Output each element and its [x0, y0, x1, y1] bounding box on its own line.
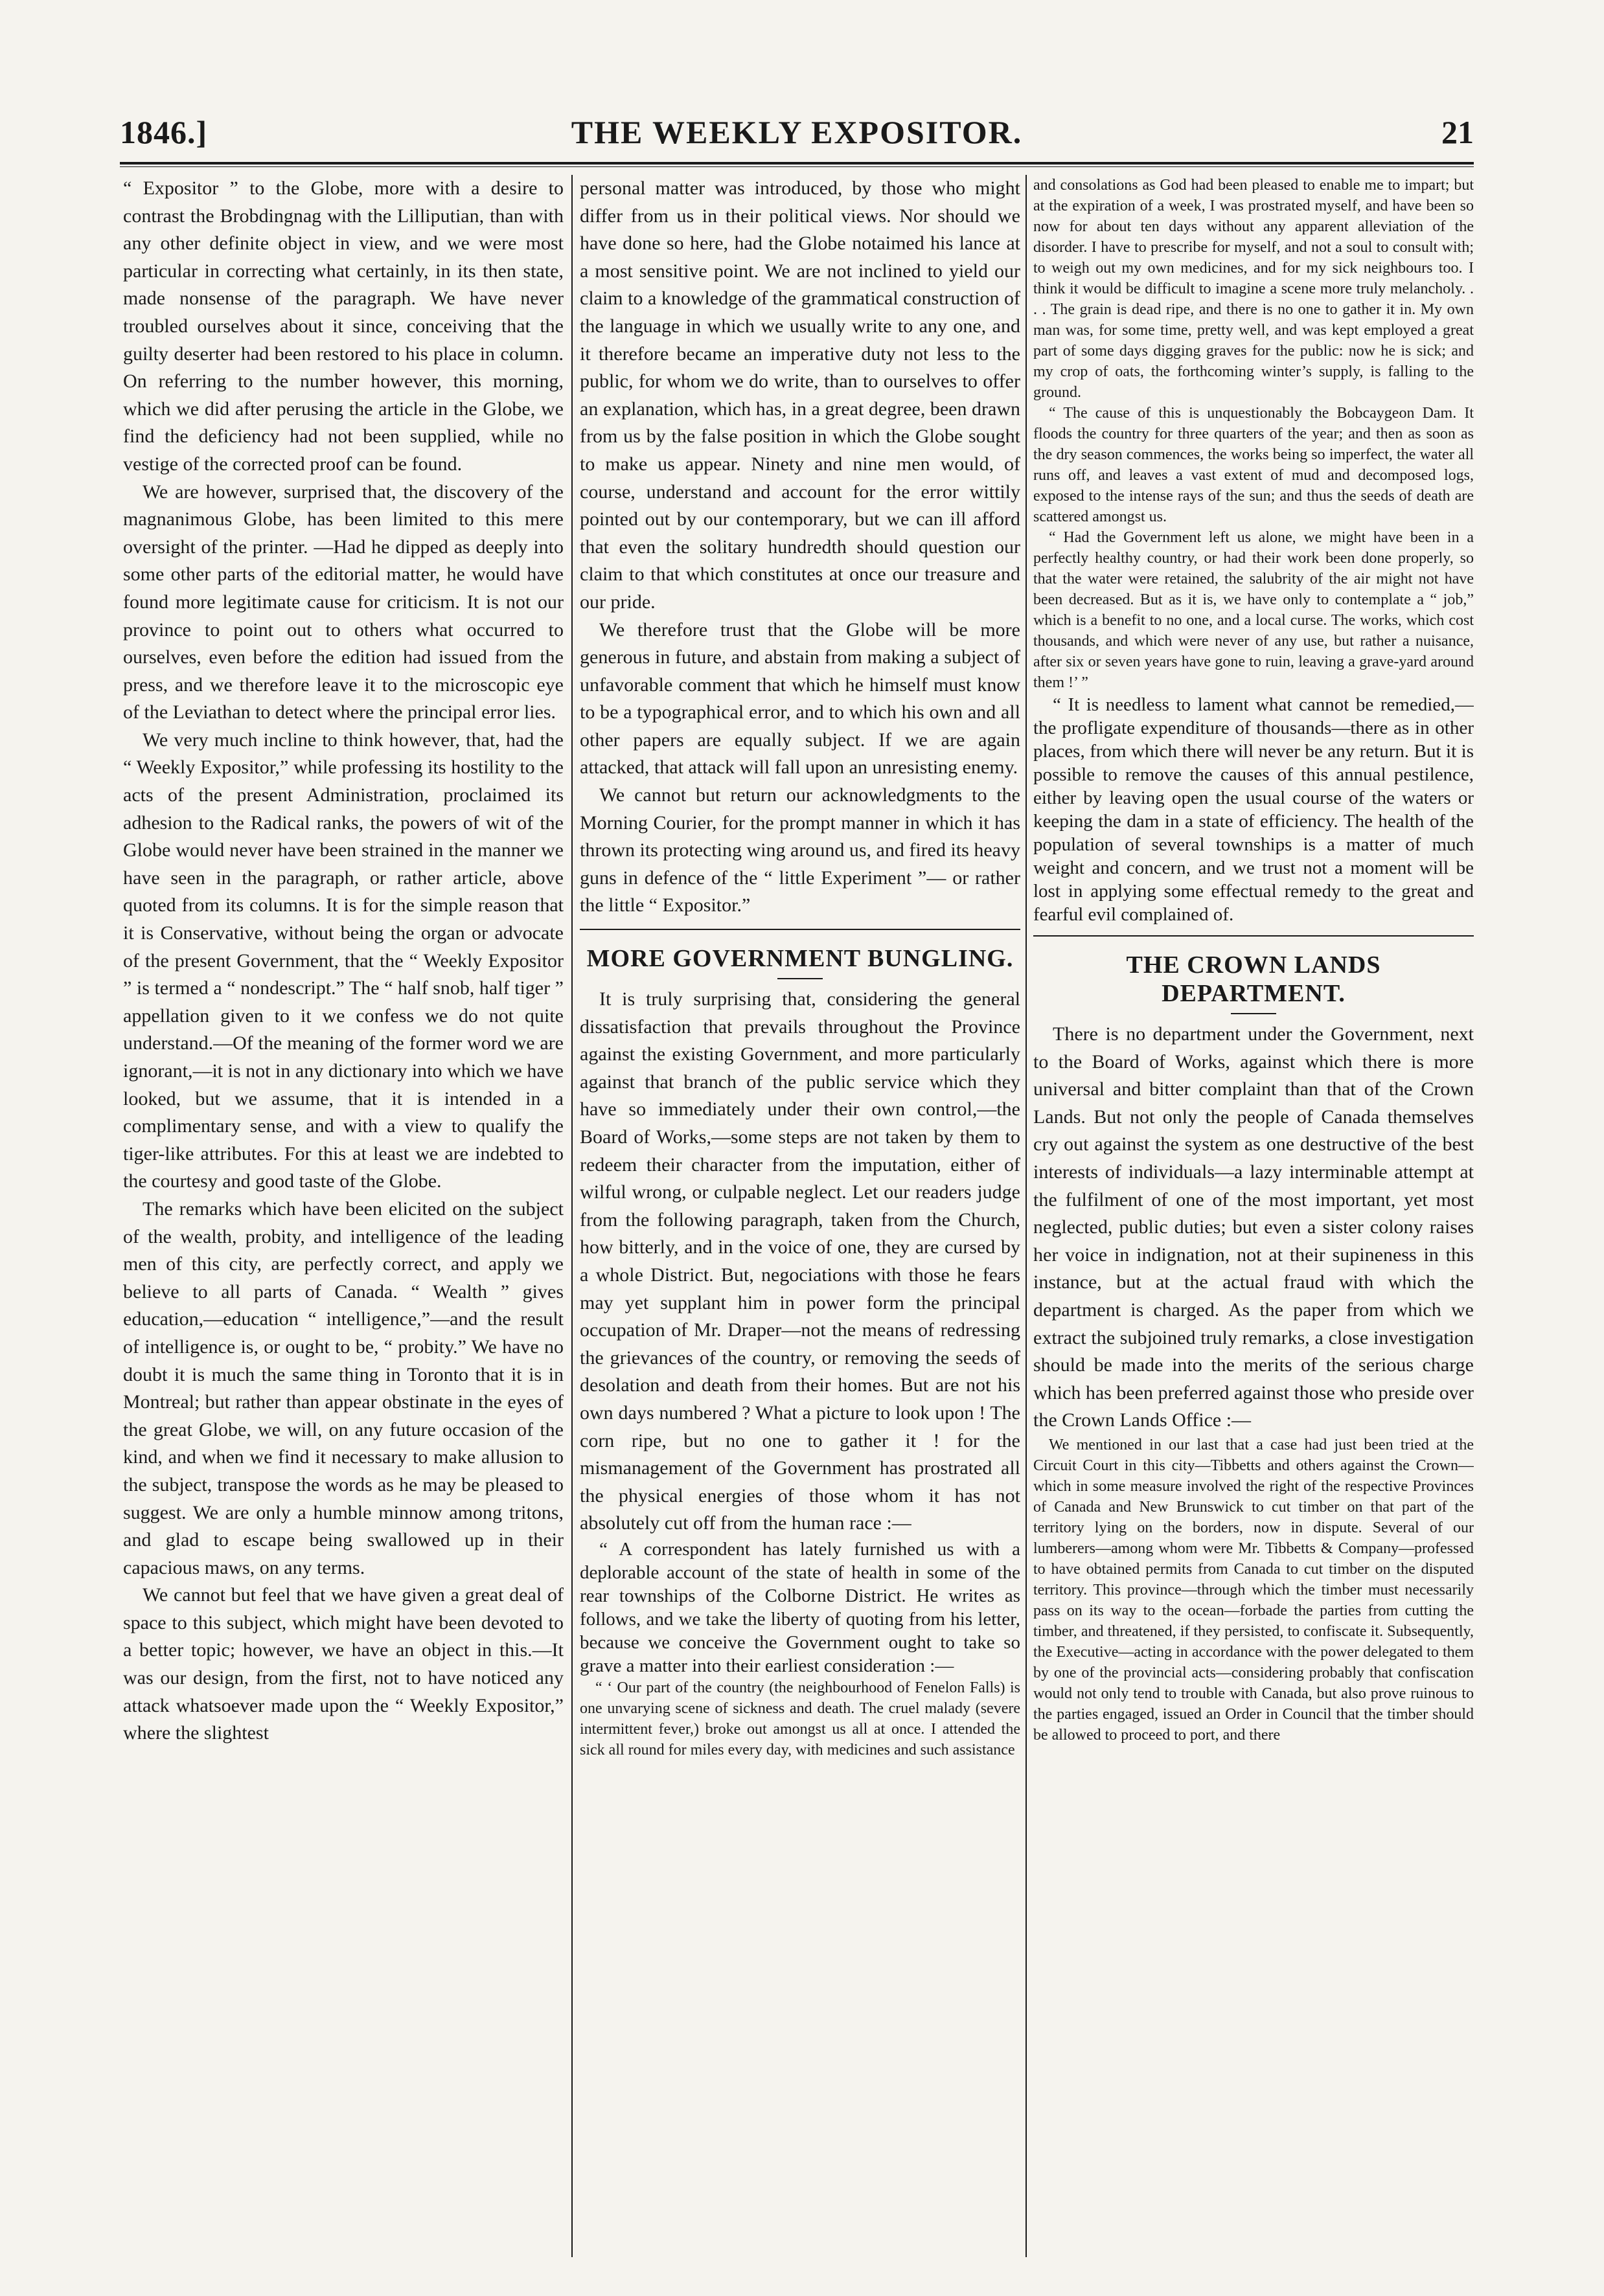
section-rule	[1033, 935, 1474, 937]
issue-year: 1846.]	[120, 114, 208, 150]
quoted-paragraph: “ It is needless to lament what cannot be remedied,—the profligate expenditure of thousands—there as in other places, from which there will never be any return. But it is possible to remove the causes of this annual pestilence, either by leaving open the usual course of the waters or keeping the dam in a state of efficiency. The health of the population of several townships is a matter of much weight and concern, and we trust not a moment will be lost in applying some effectual remedy to the great and fearful evil complained of.	[1033, 694, 1474, 925]
quoted-paragraph: “ A correspondent has lately furnished us with a deplorable account of the state of health in some of the rear townships of the Colborne District. He writes as follows, and we take the liberty of quoting from his letter, because we conceive the Government ought to take so grave a matter into their earliest consideration :—	[580, 1538, 1020, 1676]
small-print-paragraph: “ ‘ Our part of the country (the neighbourhood of Fenelon Falls) is one unvarying scene of sickness and death. The cruel malady (severe intermittent fever,) broke out amongst us all at once. I attended the sick all round for miles every day, with medicines and such assistance	[580, 1679, 1020, 1758]
masthead	[120, 113, 1474, 152]
section-rule	[580, 929, 1020, 930]
column-divider	[1025, 175, 1027, 2257]
small-print-paragraph: We mentioned in our last that a case had just been tried at the Circuit Court in this city—Tibbetts and others against the Crown—which in some measure involved the right of the respective Provinces of Canada and New Brunswick to cut timber on that part of the territory lying on the borders, now in dispute. Several of our lumberers—among whom were Mr. Tibbetts & Company—professed to have obtained permits from Canada to cut timber on the disputed territory. This province—through which the timber must necessarily pass on its way to the ocean—forbade the parties from cutting the timber, and threatened, if they persisted, to confiscate it. Subsequently, the Executive—acting in accordance with the power delegated to them by one of the provincial acts—considering probably that confiscation would not only tend to trouble with Canada, but also prove ruinous to the parties engaged, issued an Order in Council that the timber should be allowed to proceed to port, and there	[1033, 1436, 1474, 1744]
small-print-paragraph: and consolations as God had been pleased to enable me to impart; but at the expiration of a week, I was prostrated myself, and have been so now for about ten days without any apparent alleviation of the disorder. I have to prescribe for myself, and not a soul to consult with; to weigh out my own medicines, and for my sick neighbours too. I think it would be difficult to imagine a scene more truly melancholy. . . . The grain is dead ripe, and there is no one to gather it in. My own man was, for some time, pretty well, and was kept employed a great part of some days digging graves for the public: now he is sick; and my crop of oats, the forthcoming winter’s supply, is falling to the ground.	[1033, 177, 1474, 401]
column-divider	[571, 175, 573, 2257]
page-number: 21	[1441, 114, 1474, 150]
section-heading: THE CROWN LANDS DEPARTMENT.	[1126, 951, 1381, 1007]
column-2	[580, 175, 1020, 2257]
article-paragraph: We cannot but return our acknowledgments to the Morning Courier, for the prompt manner in which it has thrown its protecting wing around us, and fired its heavy guns in defence of the “ little Experiment ”— or rather the little “ Expositor.”	[580, 784, 1020, 916]
column-1	[123, 175, 564, 2257]
section-header	[580, 929, 1020, 979]
article-paragraph: We very much incline to think however, that, had the “ Weekly Expositor,” while professing its hostility to the acts of the present Administration, proclaimed its adhesion to the Radical ranks, the powers of wit of the Globe would never have been strained in the manner we have seen in the paragraph, or rather article, above quoted from its columns. It is for the simple reason that it is Conservative, without being the organ or advocate of the present Government, that the “ Weekly Expositor ” is termed a “ nondescript.” The “ half snob, half tiger ” appellation given to it we confess we do not quite understand.—Of the meaning of the former word we are ignorant,—it is not in any dictionary into which we have looked, but we assume, that it is intended in a complimentary sense, and with a view to qualify the tiger-like attributes. For this at least we are indebted to the courtesy and good taste of the Globe.	[123, 729, 564, 1192]
article-paragraph: We cannot but feel that we have given a great deal of space to this subject, which might have been devoted to a better topic; however, we have an object in this.—It was our design, from the first, not to have noticed any attack whatsoever made upon the “ Weekly Expositor,” where the slightest	[123, 1584, 564, 1744]
article-paragraph: It is truly surprising that, considering the general dissatisfaction that prevails throughout the Province against the existing Government, and more particularly against that branch of the public service which they have so immediately under their own control,—the Board of Works,—some steps are not taken by them to redeem their character from the imputation, either of wilful wrong, or culpable neglect. Let our readers judge from the following paragraph, taken from the Church, how bitterly, and in the voice of one, they are cursed by a whole District. But, negociations with those he fears may yet supplant him in power form the principal occupation of Mr. Draper—not the means of redressing the grievances of the country, or removing the seeds of desolation and death from their homes. But are not his own days numbered ? What a picture to look upon ! The corn ripe, but no one to gather it ! for the mismanagement of the Government has prostrated all the physical energies of those whom it has not absolutely cut off from the human race :—	[580, 988, 1020, 1534]
article-paragraph: We therefore trust that the Globe will be more generous in future, and abstain from making a subject of unfavorable comment that which he himself must know to be a typographical error, and to which his own and all other papers are equally subject. If we are again attacked, that attack will fall upon an unresisting enemy.	[580, 619, 1020, 779]
article-paragraph: There is no department under the Government, next to the Board of Works, against which there is more universal and bitter complaint than that of the Crown Lands. But not only the people of Canada themselves cry out against the system as one destructive of the best interests of individuals—a lazy interminable attempt at the fulfilment of one of the most important, yet most neglected, public duties; but even a sister colony raises her voice in indignation, not at their supineness in this instance, but at the actual fraud with which the department is charged. As the paper from which we extract the subjoined truly remarks, a close investigation should be made into the merits of the serious charge which has been preferred against those who preside over the Crown Lands Office :—	[1033, 1023, 1474, 1431]
small-print-paragraph: “ Had the Government left us alone, we might have been in a perfectly healthy country, or had their work been done properly, so that the water were retained, the salubrity of the air might not have been decreased. But as it is, we have only to contemplate a “ job,” which is a benefit to no one, and a local curse. The works, which cost thousands, and which were never of any use, but rather a nuisance, after six or seven years have gone to ruin, leaving a grave-yard around them !’ ”	[1033, 529, 1474, 691]
newspaper-title: THE WEEKLY EXPOSITOR.	[571, 114, 1023, 150]
article-paragraph: personal matter was introduced, by those who might differ from us in their political views. Nor should we have done so here, had the Globe notaimed his lance at a most sensitive point. We are not inclined to yield our claim to a knowledge of the grammatical construction of the language in which we usually write to any one, and it therefore became an imperative duty not less to the public, for whom we do write, than to ourselves to offer an explanation, which has, in a great degree, been drawn from us by the false position in which the Globe sought to make us appear. Ninety and nine men would, of course, understand and account for the error wittily pointed out by our contemporary, but we can ill afford that even the solitary hundredth should question our claim to that which constitutes at once our treasure and our pride.	[580, 177, 1020, 613]
heading-dash	[777, 978, 823, 979]
section-header	[1033, 935, 1474, 1014]
small-print-paragraph: “ The cause of this is unquestionably the Bobcaygeon Dam. It floods the country for three quarters of the year; and then as soon as the dry season commences, the works being so imperfect, the water all runs off, and leaves a vast extent of mud and decomposed logs, exposed to the intense rays of the sun; and thus the seeds of death are scattered amongst us.	[1033, 405, 1474, 525]
article-paragraph: The remarks which have been elicited on the subject of the wealth, probity, and intelligence of the leading men of this city, are perfectly correct, and apply we believe to all parts of Canada. “ Wealth ” gives education,—education “ intelligence,”—and the result of intelligence is, or ought to be, “ probity.” We have no doubt it is much the same thing in Toronto that it is in Montreal; but rather than appear obstinate in the eyes of the great Globe, we will, on any future occasion of the kind, and when we find it necessary to make allusion to the subject, transpose the words as he may be pleased to suggest. We are only a humble minnow among tritons, and glad to escape being swallowed up in their capacious maws, on any terms.	[123, 1198, 564, 1578]
heading-dash	[1231, 1013, 1276, 1014]
section-heading: MORE GOVERNMENT BUNGLING.	[586, 945, 1014, 973]
column-3	[1033, 175, 1474, 2257]
masthead-rule	[120, 162, 1474, 165]
article-paragraph: We are however, surprised that, the discovery of the magnanimous Globe, has been limited to this mere oversight of the printer. —Had he dipped as deeply into some other parts of the editorial matter, he would have found more legitimate cause for criticism. It is not our province to point out to others what occurred to ourselves, even before the edition had issued from the press, and we therefore leave it to the microscopic eye of the Leviathan to detect where the principal error lies.	[123, 481, 564, 723]
article-paragraph: “ Expositor ” to the Globe, more with a desire to contrast the Brobdingnag with the Lilliputian, than with any other definite object in view, and we were most particular in correcting what certainly, in its then state, made nonsense of the paragraph. We have never troubled ourselves about it since, conceiving that the guilty deserter had been restored to his place in column. On referring to the number however, this morning, which we did after perusing the article in the Globe, we find the deficiency had not been supplied, while no vestige of the corrected proof can be found.	[123, 177, 564, 475]
masthead-rule-thin	[120, 166, 1474, 167]
